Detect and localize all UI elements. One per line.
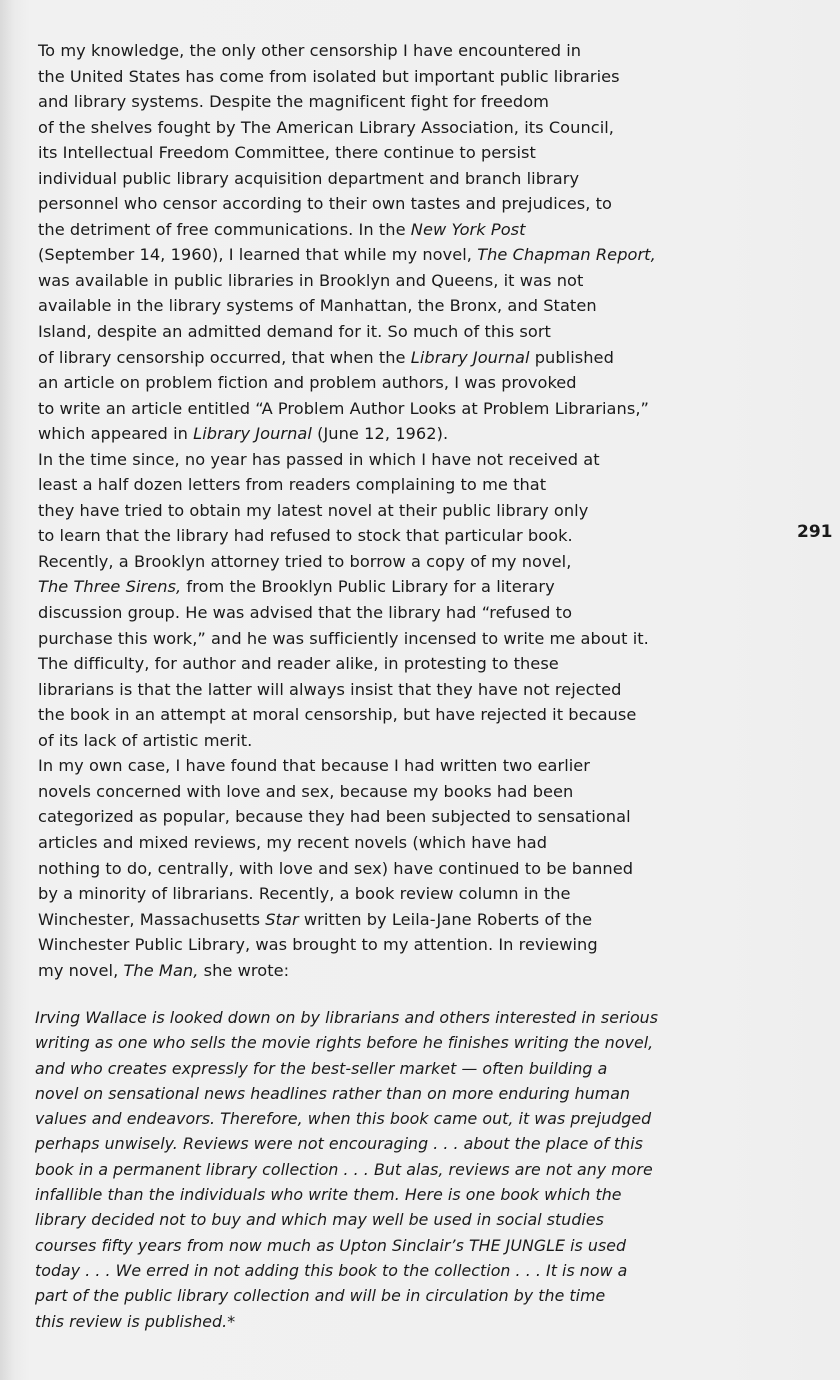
text-line <box>38 89 728 115</box>
text-line <box>38 881 728 907</box>
text-segment: nothing to do, centrally, with love and sex) have continued to be banned <box>38 858 634 878</box>
text-segment: an article on problem fiction and problem authors, I was provoked <box>38 373 577 393</box>
text-segment: published <box>529 347 614 367</box>
text-line <box>38 293 728 319</box>
text-segment: she wrote: <box>198 960 290 980</box>
text-line <box>38 651 728 677</box>
text-line <box>38 600 728 626</box>
text-segment: its Intellectual Freedom Committee, there continue to persist <box>38 143 536 163</box>
text-segment: the United States has come from isolated but important public libraries <box>38 66 620 86</box>
text-line <box>38 447 728 473</box>
text-segment: my novel, <box>38 960 124 980</box>
italic-title: Star <box>265 909 299 929</box>
text-segment: librarians is that the latter will always insist that they have not rejected <box>38 679 622 699</box>
text-segment: of the shelves fought by The American Library Association, its Council, <box>38 117 614 137</box>
review-quote <box>35 1005 735 1334</box>
quote-line: values and endeavors. Therefore, when this book came out, it was prejudged <box>35 1109 652 1129</box>
text-line <box>38 856 728 882</box>
text-segment: to learn that the library had refused to stock that particular book. <box>38 526 573 546</box>
text-segment: discussion group. He was advised that the library had “refused to <box>38 603 573 623</box>
text-segment: written by Leila-Jane Roberts of the <box>298 909 593 929</box>
text-segment: the book in an attempt at moral censorship, but have rejected it because <box>38 705 637 725</box>
italic-title: The Chapman Report, <box>477 245 656 265</box>
text-segment: In the time since, no year has passed in which I have not received at <box>38 449 600 469</box>
quote-line: today . . . We erred in not adding this book to the collection . . . It is now a <box>35 1260 628 1280</box>
text-segment: Winchester, Massachusetts <box>38 909 266 929</box>
text-line <box>38 64 728 90</box>
text-segment: individual public library acquisition department and branch library <box>38 168 580 188</box>
text-segment: categorized as popular, because they had been subjected to sensational <box>38 807 631 827</box>
text-segment: to write an article entitled “A Problem Author Looks at Problem Librarians,” <box>38 398 649 418</box>
text-segment: from the Brooklyn Public Library for a literary <box>181 577 555 597</box>
text-segment: available in the library systems of Manhattan, the Bronx, and Staten <box>38 296 597 316</box>
text-line <box>38 115 728 141</box>
text-line <box>38 498 728 524</box>
text-line <box>38 319 728 345</box>
page-number: 291 <box>797 522 833 542</box>
text-line <box>38 38 728 64</box>
text-line <box>38 166 728 192</box>
italic-title: The Man, <box>123 960 199 980</box>
italic-title: New York Post <box>410 219 526 239</box>
text-line <box>38 472 728 498</box>
text-line <box>38 958 728 984</box>
quote-line: courses fifty years from now much as Upton Sinclair’s THE JUNGLE is used <box>35 1235 627 1255</box>
text-line <box>38 421 728 447</box>
text-line <box>38 242 728 268</box>
text-segment: by a minority of librarians. Recently, a book review column in the <box>38 884 571 904</box>
text-line <box>38 217 728 243</box>
text-segment: Recently, a Brooklyn attorney tried to borrow a copy of my novel, <box>38 551 572 571</box>
text-segment: (September 14, 1960), I learned that while my novel, <box>38 245 478 265</box>
text-line <box>38 677 728 703</box>
text-segment: The difficulty, for author and reader alike, in protesting to these <box>38 654 559 674</box>
text-line <box>38 396 728 422</box>
text-line <box>38 370 728 396</box>
text-line <box>38 549 728 575</box>
text-segment: purchase this work,” and he was sufficiently incensed to write me about it. <box>38 628 649 648</box>
quote-line: part of the public library collection and will be in circulation by the time <box>35 1286 606 1306</box>
text-line <box>38 932 728 958</box>
quote-line: library decided not to buy and which may well be used in social studies <box>35 1210 604 1230</box>
text-segment: In my own case, I have found that because I had written two earlier <box>38 756 591 776</box>
text-line <box>38 191 728 217</box>
text-segment: Island, despite an admitted demand for it. So much of this sort <box>38 322 551 342</box>
text-line <box>38 728 728 754</box>
text-line <box>38 804 728 830</box>
text-segment: and library systems. Despite the magnificent fight for freedom <box>38 92 549 112</box>
text-segment: of library censorship occurred, that when the <box>38 347 411 367</box>
text-segment: least a half dozen letters from readers complaining to me that <box>38 475 547 495</box>
text-segment: was available in public libraries in Brooklyn and Queens, it was not <box>38 270 584 290</box>
text-line <box>38 753 728 779</box>
italic-title: The Three Sirens, <box>38 577 182 597</box>
text-line <box>38 779 728 805</box>
quote-line: novel on sensational news headlines rather than on more enduring human <box>35 1083 631 1103</box>
italic-title: Library Journal <box>410 347 530 367</box>
text-line <box>38 626 728 652</box>
text-line <box>38 140 728 166</box>
text-segment: (June 12, 1962). <box>311 424 449 444</box>
text-line <box>38 268 728 294</box>
quote-line: this review is published.* <box>35 1311 236 1331</box>
text-line <box>38 574 728 600</box>
quote-line: writing as one who sells the movie rights before he finishes writing the novel, <box>35 1033 654 1053</box>
text-segment: which appeared in <box>38 424 194 444</box>
text-line <box>38 702 728 728</box>
text-segment: To my knowledge, the only other censorship I have encountered in <box>38 41 582 60</box>
text-segment: novels concerned with love and sex, because my books had been <box>38 781 574 801</box>
text-segment: Winchester Public Library, was brought to my attention. In reviewing <box>38 935 598 955</box>
quote-line: Irving Wallace is looked down on by librarians and others interested in serious <box>35 1008 658 1027</box>
quote-line: book in a permanent library collection . . . But alas, reviews are not any more <box>35 1159 653 1179</box>
quote-line: perhaps unwisely. Reviews were not encouraging . . . about the place of this <box>35 1134 643 1154</box>
text-segment: articles and mixed reviews, my recent novels (which have had <box>38 832 548 852</box>
text-line <box>38 523 728 549</box>
text-segment: of its lack of artistic merit. <box>38 730 253 750</box>
text-segment: the detriment of free communications. In the <box>38 219 411 239</box>
text-segment: personnel who censor according to their own tastes and prejudices, to <box>38 194 612 214</box>
body-text <box>38 38 728 983</box>
text-line <box>38 907 728 933</box>
italic-title: Library Journal <box>193 424 312 444</box>
quote-line: infallible than the individuals who write them. Here is one book which the <box>35 1185 622 1205</box>
text-segment: they have tried to obtain my latest novel at their public library only <box>38 500 589 520</box>
text-line <box>38 830 728 856</box>
text-line <box>38 345 728 371</box>
quote-line: and who creates expressly for the best-seller market — often building a <box>35 1058 608 1078</box>
